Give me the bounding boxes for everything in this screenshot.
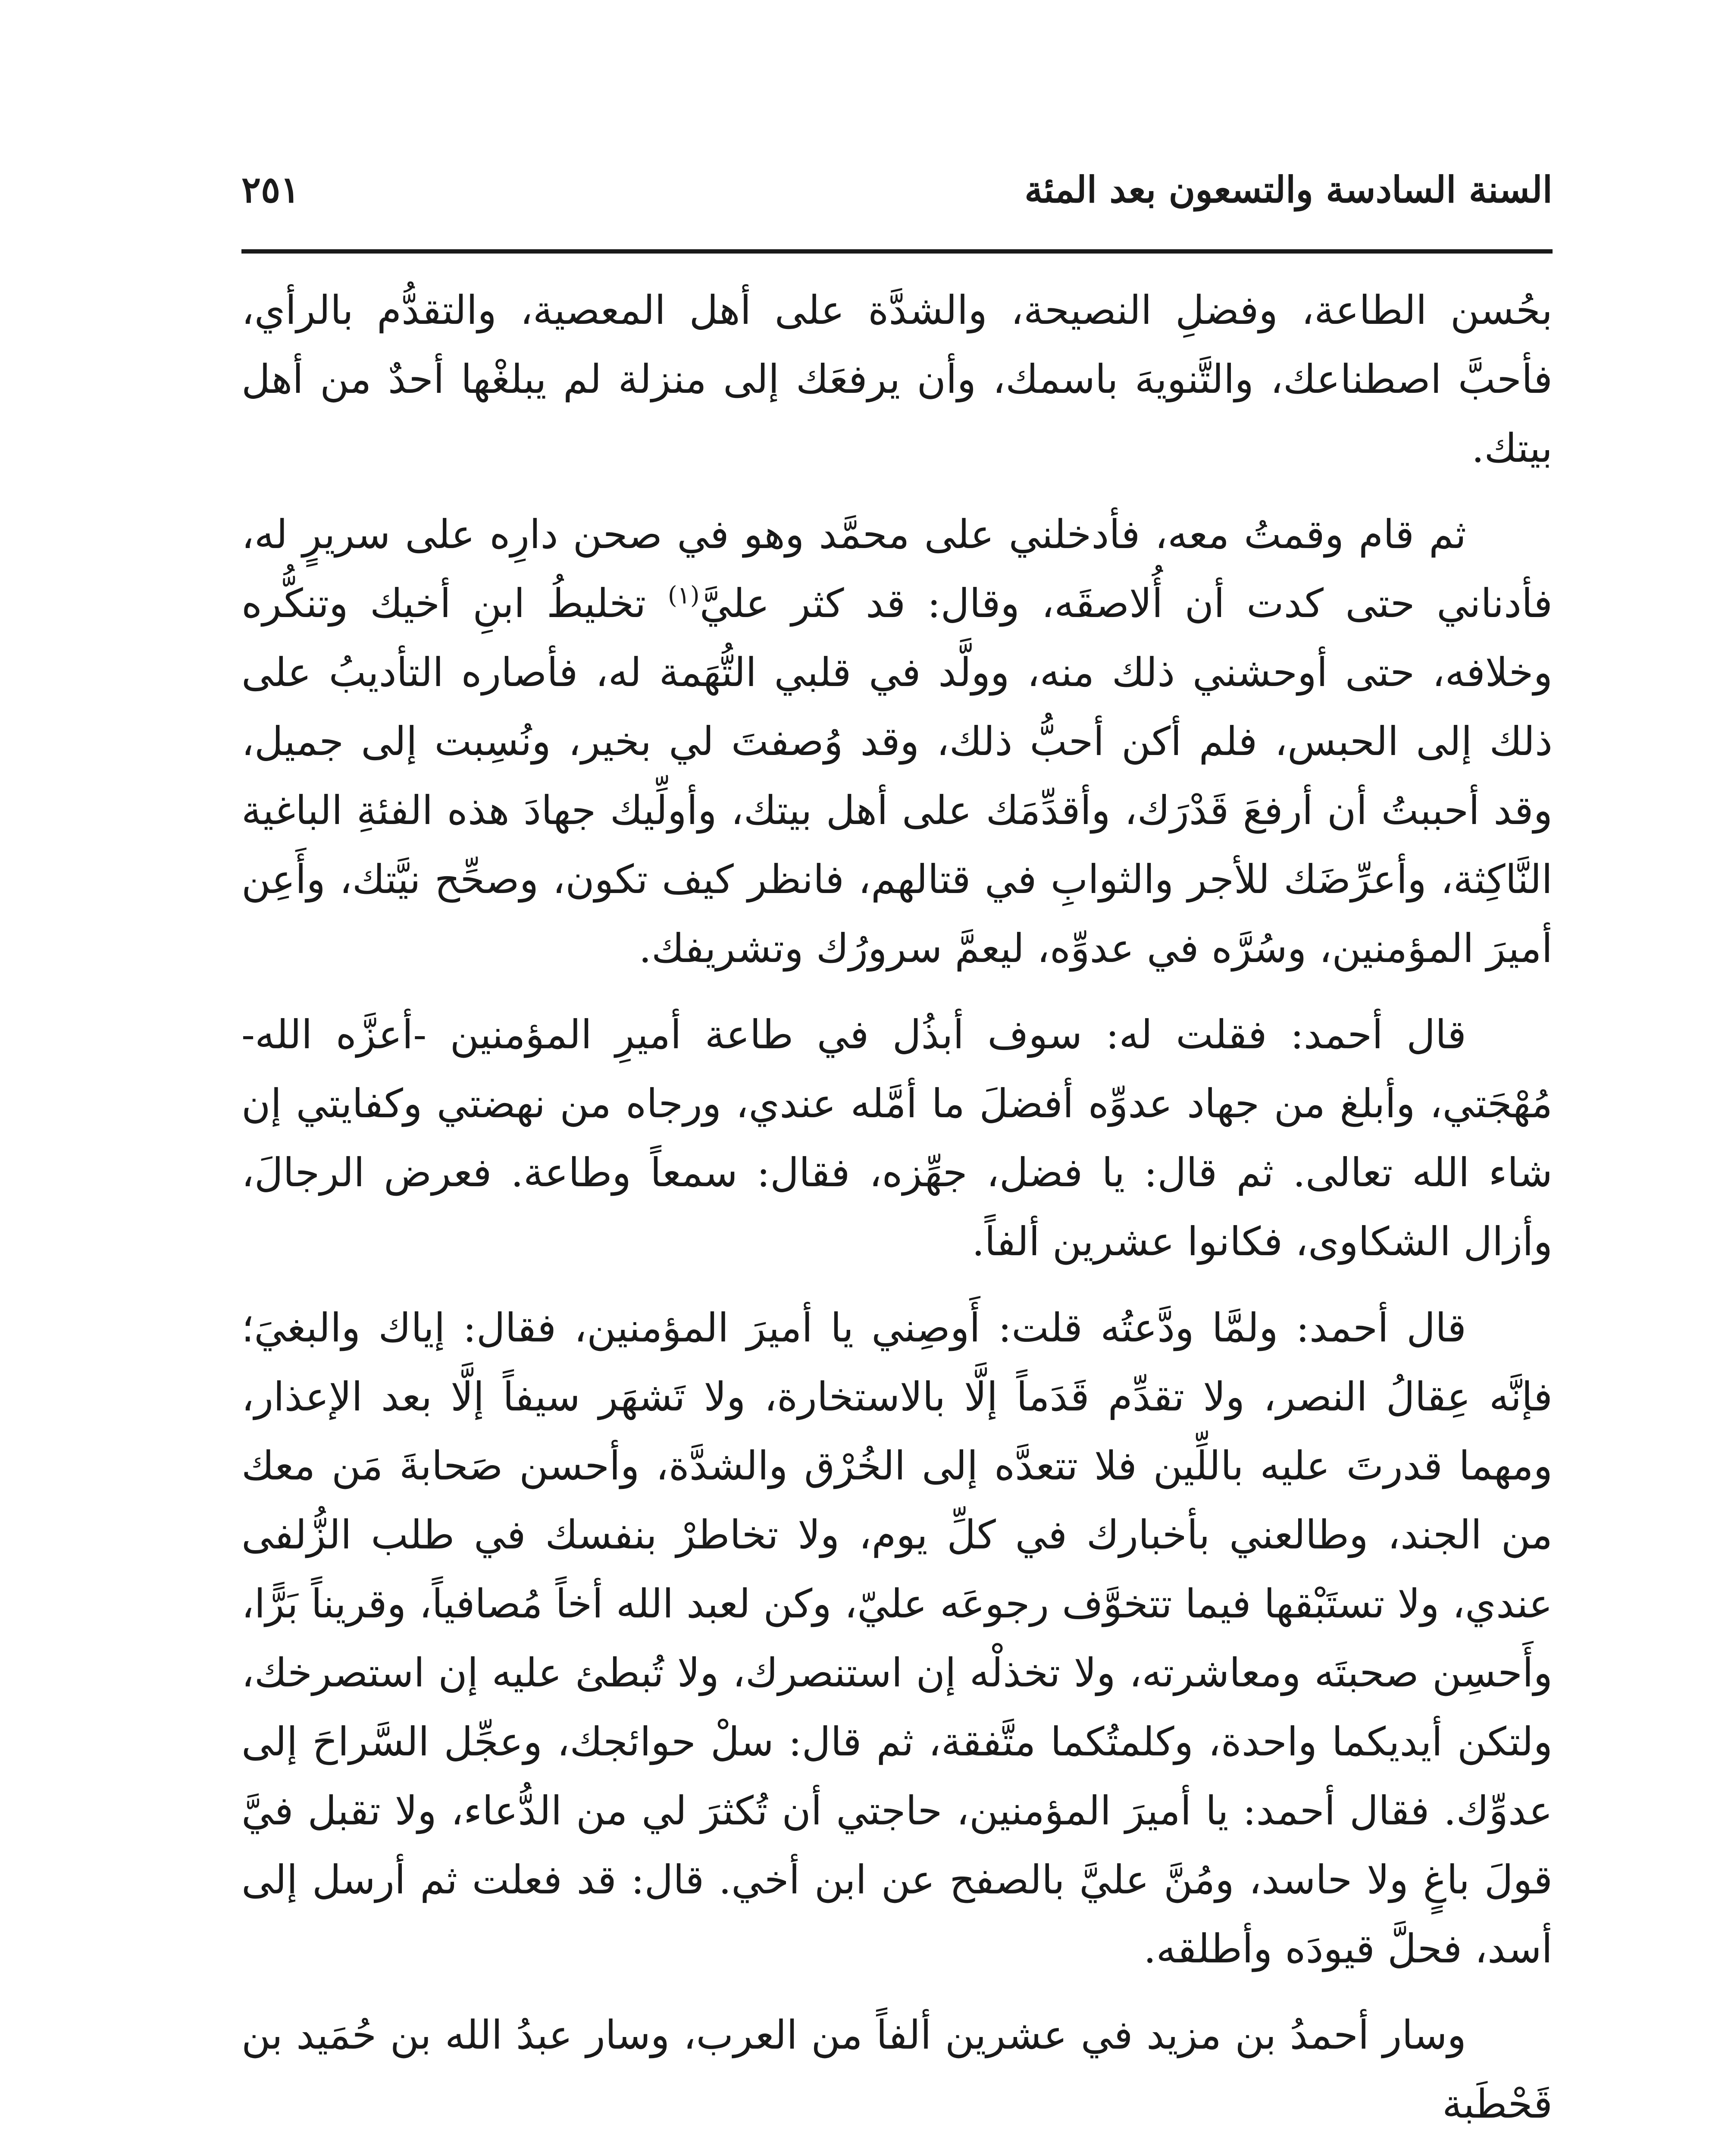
- paragraph-4: قال أحمد: ولمَّا ودَّعتُه قلت: أَوصِني يا أميرَ المؤمنين، فقال: إياك والبغيَ؛ فإنَّه عِقالُ النصر، ولا تقدِّم قَدَماً إلَّا بالاستخارة، ولا تَشهَر سيفاً إلَّا بعد الإعذار، ومهما قدرتَ عليه باللِّين فلا تتعدَّه إلى الخُرْق والشدَّة، وأحسن صَحابةَ مَن معك من الجند، وطالعني بأخبارك في كلِّ يوم، ولا تخاطرْ بنفسك في طلب الزُّلفى عندي، ولا تستَبْقها فيما تتخوَّف رجوعَه عليّ، وكن لعبد الله أخاً مُصافياً، وقريناً بَرًّا، وأَحسِن صحبتَه ومعاشرته، ولا تخذلْه إن استنصرك، ولا تُبطئ عليه إن استصرخك، ولتكن أيديكما واحدة، وكلمتُكما متَّفقة، ثم قال: سلْ حوائجك، وعجِّل السَّراحَ إلى عدوِّك. فقال أحمد: يا أميرَ المؤمنين، حاجتي أن تُكثرَ لي من الدُّعاء، ولا تقبل فيَّ قولَ باغٍ ولا حاسد، ومُنَّ عليَّ بالصفح عن ابن أخي. قال: قد فعلت ثم أرسل إلى أسد، فحلَّ قيودَه وأطلقه.: [241, 1305, 1553, 1972]
- paragraph-5: وسار أحمدُ بن مزيد في عشرين ألفاً من العرب، وسار عبدُ الله بن حُمَيد بن قَحْطَبة: [241, 2012, 1553, 2127]
- paragraph-2-part-b: تخليطُ ابنِ أخيك وتنكُّره وخلافه، حتى أوحشني ذلك منه، وولَّد في قلبي التُّهَمة له، فأصاره التأديبُ على ذلك إلى الحبس، فلم أكن أحبُّ ذلك، وقد وُصفتَ لي بخير، ونُسِبت إلى جميل، وقد أحببتُ أن أرفعَ قَدْرَك، وأقدِّمَك على أهل بيتك، وأولِّيك جهادَ هذه الفئةِ الباغية النَّاكِثة، وأعرِّضَك للأجر والثوابِ في قتالهم، فانظر كيف تكون، وصحِّح نيَّتك، وأَعِن أميرَ المؤمنين، وسُرَّه في عدوِّه، ليعمَّ سرورُك وتشريفك.: [241, 580, 1553, 971]
- paragraph-3: قال أحمد: فقلت له: سوف أبذُل في طاعة أميرِ المؤمنين -أعزَّه الله- مُهْجَتي، وأبلغ من جهاد عدوِّه أفضلَ ما أمَّله عندي، ورجاه من نهضتي وكفايتي إن شاء الله تعالى. ثم قال: يا فضل، جهِّزه، فقال: سمعاً وطاعة. فعرض الرجالَ، وأزال الشكاوى، فكانوا عشرين ألفاً.: [241, 1012, 1553, 1265]
- page-number: ٢٥١: [241, 168, 300, 211]
- paragraph-2: [241, 500, 1553, 983]
- paragraph-1: بحُسن الطاعة، وفضلِ النصيحة، والشدَّة على أهل المعصية، والتقدُّم بالرأي، فأحبَّ اصطناعك، والتَّنويهَ باسمك، وأن يرفعَك إلى منزلة لم يبلغْها أحدٌ من أهل بيتك.: [241, 287, 1553, 471]
- page-header: [241, 160, 1553, 220]
- footnote-reference: (١): [667, 581, 700, 610]
- paragraph-2-part-a: ثم قام وقمتُ معه، فأدخلني على محمَّد وهو في صحن دارِه على سريرٍ له، فأدناني حتى كدت أن أُلاصقَه، وقال: قد كثر عليَّ: [241, 511, 1553, 627]
- running-title: السنة السادسة والتسعون بعد المئة: [1024, 168, 1553, 211]
- header-rule: [241, 249, 1553, 254]
- body-text: [241, 276, 1553, 2156]
